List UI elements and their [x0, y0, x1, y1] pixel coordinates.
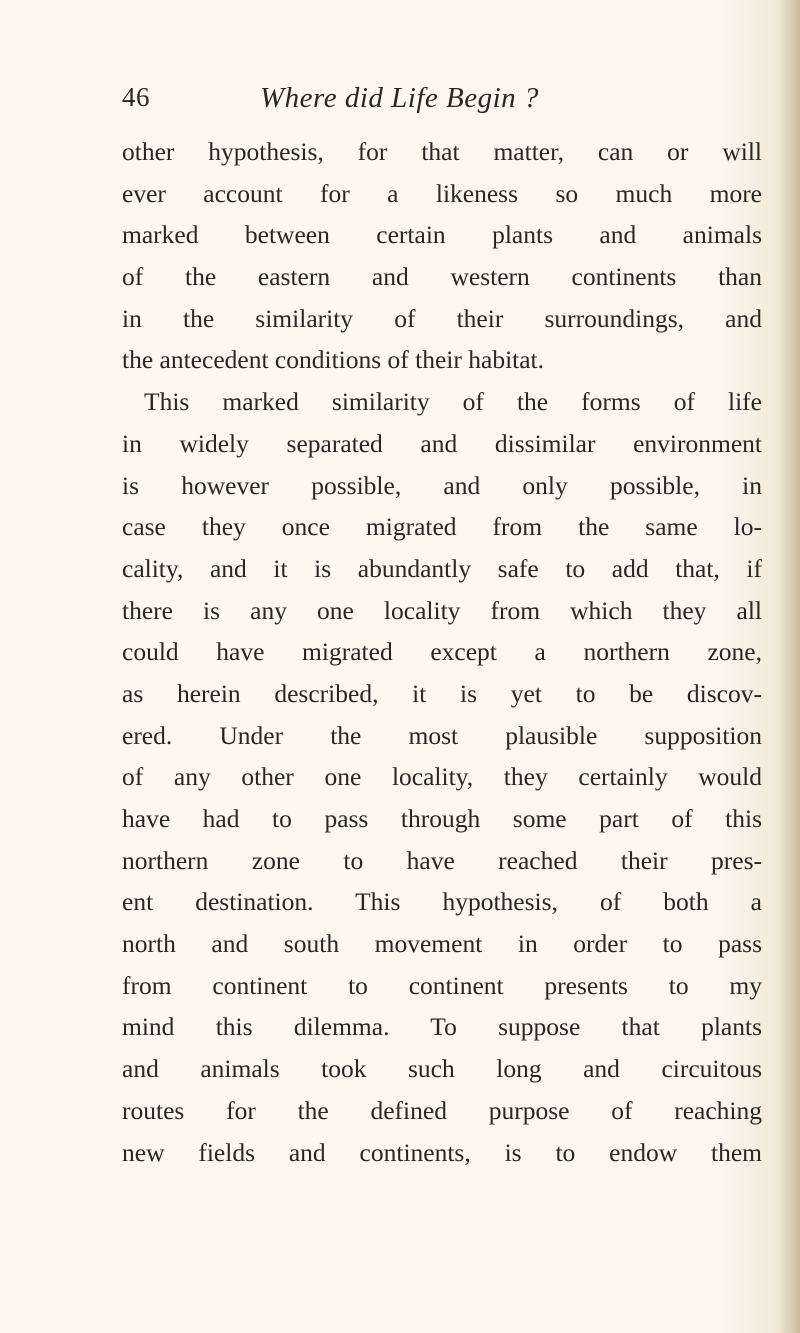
- text-line: case they once migrated from the same lo-: [122, 512, 762, 542]
- text-line: cality, and it is abundantly safe to add that, if: [122, 553, 762, 583]
- text-line: This marked similarity of the forms of life: [144, 387, 762, 417]
- page-number: 46: [122, 82, 150, 112]
- page-edge-shadow: [778, 0, 800, 1333]
- text-line: new fields and continents, is to endow them: [122, 1137, 762, 1167]
- text-line: the antecedent conditions of their habitat.: [122, 345, 545, 375]
- text-line: in the similarity of their surroundings, and: [122, 303, 762, 333]
- text-line: could have migrated except a northern zone,: [122, 637, 762, 667]
- text-line: of the eastern and western continents than: [122, 262, 762, 292]
- text-line: mind this dilemma. To suppose that plants: [122, 1012, 762, 1042]
- text-line: have had to pass through some part of this: [122, 804, 762, 833]
- text-line: of any other one locality, they certainly would: [122, 762, 762, 792]
- text-line: ered. Under the most plausible supposition: [122, 720, 762, 750]
- text-line: is however possible, and only possible, in: [122, 470, 762, 500]
- text-line: northern zone to have reached their pres-: [122, 845, 762, 875]
- text-line: ent destination. This hypothesis, of both a: [122, 887, 762, 917]
- text-line: in widely separated and dissimilar environment: [122, 428, 762, 458]
- text-line: there is any one locality from which they all: [122, 595, 762, 625]
- text-line: other hypothesis, for that matter, can or will: [122, 137, 762, 166]
- text-line: marked between certain plants and animals: [122, 220, 762, 250]
- text-line: from continent to continent presents to my: [122, 970, 762, 1000]
- text-line: and animals took such long and circuitous: [122, 1054, 762, 1084]
- text-line: ever account for a likeness so much more: [122, 178, 762, 208]
- text-line: routes for the defined purpose of reaching: [122, 1095, 762, 1125]
- text-line: north and south movement in order to pass: [122, 929, 762, 959]
- running-title: Where did Life Begin ?: [260, 82, 539, 114]
- body-text: [122, 131, 762, 1173]
- text-line: as herein described, it is yet to be discov-: [122, 678, 762, 708]
- running-head: [0, 82, 800, 122]
